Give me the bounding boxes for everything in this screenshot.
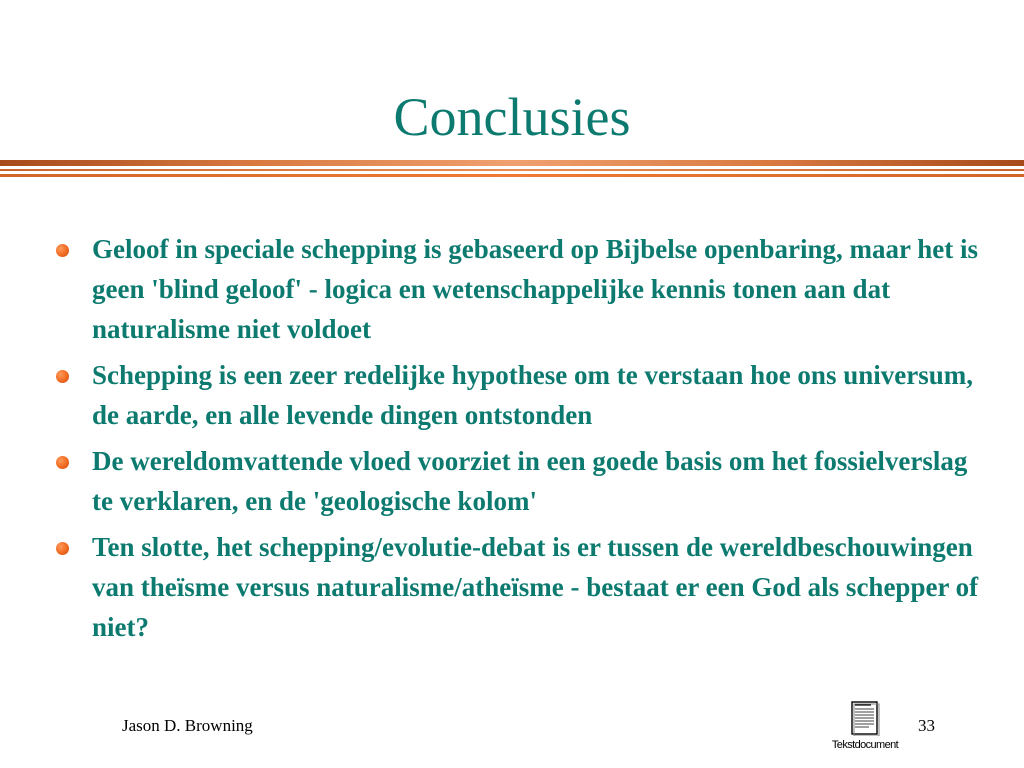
document-caption: Tekstdocument (831, 739, 899, 751)
title-divider-thick (0, 160, 1024, 166)
title-divider-accent (0, 174, 1024, 177)
bullet-item (52, 229, 992, 349)
bullet-item (52, 527, 992, 647)
footer-author: Jason D. Browning (122, 716, 253, 735)
bullet-text: Geloof in speciale schepping is gebaseerd op Bijbelse openbaring, maar het is geen 'blind geloof' - logica en wetenschappelijke kennis tonen aan dat naturalisme niet voldoet (92, 234, 979, 344)
bullet-list (52, 229, 992, 653)
text-document-icon (849, 700, 881, 736)
slide-title: Conclusies (393, 87, 631, 147)
bullet-text: Schepping is een zeer redelijke hypothese om te verstaan hoe ons universum, de aarde, en alle levende dingen ontstonden (92, 360, 973, 430)
bullet-dot-icon (56, 244, 69, 257)
title-divider-thin (0, 169, 1024, 171)
embedded-document[interactable] (820, 700, 910, 756)
page-number: 33 (918, 716, 935, 735)
bullet-text: De wereldomvattende vloed voorziet in een goede basis om het fossielverslag te verklaren, en de 'geologische kolom' (92, 446, 968, 516)
bullet-text: Ten slotte, het schepping/evolutie-debat is er tussen de wereldbeschouwingen van theïsme versus naturalisme/atheïsme - bestaat er een God als schepper of niet? (92, 532, 979, 642)
bullet-dot-icon (56, 456, 69, 469)
bullet-item (52, 355, 992, 435)
bullet-dot-icon (56, 370, 69, 383)
bullet-dot-icon (56, 542, 69, 555)
bullet-item (52, 441, 992, 521)
